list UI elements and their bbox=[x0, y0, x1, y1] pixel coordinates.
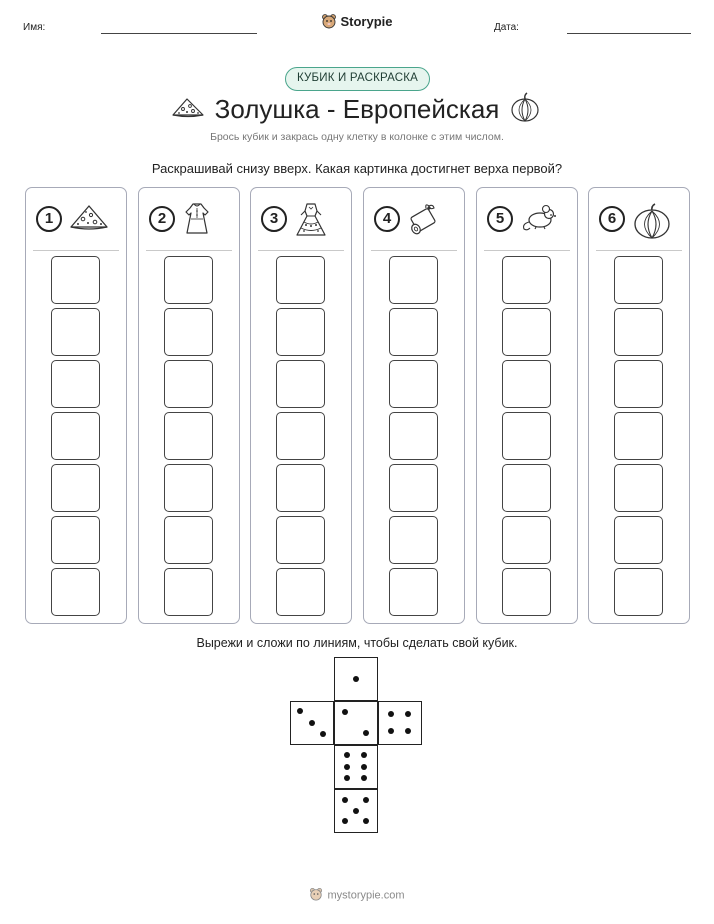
column-3 bbox=[250, 187, 352, 624]
dice-face-5 bbox=[334, 789, 378, 833]
coloring-cell[interactable] bbox=[389, 412, 438, 460]
storypie-logo-icon bbox=[309, 887, 323, 904]
die-number: 6 bbox=[599, 206, 625, 232]
coloring-cell[interactable] bbox=[614, 412, 663, 460]
ball-gown-icon bbox=[294, 202, 328, 243]
coloring-cell[interactable] bbox=[389, 568, 438, 616]
pumpkin-icon bbox=[509, 91, 541, 128]
coloring-cell[interactable] bbox=[389, 516, 438, 564]
dice-pip bbox=[388, 728, 394, 734]
column-divider bbox=[146, 250, 232, 251]
column-header bbox=[374, 202, 456, 238]
mouse-icon bbox=[520, 202, 560, 237]
coloring-cell[interactable] bbox=[164, 412, 213, 460]
coloring-cell[interactable] bbox=[51, 360, 100, 408]
storypie-logo-icon bbox=[321, 13, 337, 32]
footer bbox=[0, 887, 714, 904]
die-number: 3 bbox=[261, 206, 287, 232]
column-divider bbox=[33, 250, 119, 251]
name-field-line[interactable] bbox=[101, 33, 257, 34]
page-title: Золушка - Европейская bbox=[214, 94, 500, 124]
column-divider bbox=[596, 250, 682, 251]
dice-pip bbox=[353, 808, 359, 814]
coloring-cell[interactable] bbox=[276, 412, 325, 460]
die-number: 4 bbox=[374, 206, 400, 232]
dice-pip bbox=[342, 709, 348, 715]
coloring-cell[interactable] bbox=[164, 256, 213, 304]
coloring-cell[interactable] bbox=[276, 308, 325, 356]
die-number: 5 bbox=[487, 206, 513, 232]
dice-face-2 bbox=[334, 701, 378, 745]
coloring-cell[interactable] bbox=[51, 256, 100, 304]
coloring-cell[interactable] bbox=[614, 360, 663, 408]
dice-pip bbox=[344, 775, 350, 781]
dice-pip bbox=[344, 764, 350, 770]
dice-pip bbox=[388, 711, 394, 717]
title-row bbox=[0, 92, 714, 128]
coloring-cell[interactable] bbox=[389, 464, 438, 512]
dice-face-3 bbox=[290, 701, 334, 745]
dice-pip bbox=[405, 728, 411, 734]
coloring-cell[interactable] bbox=[164, 516, 213, 564]
dice-face-1 bbox=[334, 657, 378, 701]
column-2 bbox=[138, 187, 240, 624]
die-number: 2 bbox=[149, 206, 175, 232]
date-label: Дата: bbox=[494, 22, 519, 33]
dice-pip bbox=[363, 797, 369, 803]
coloring-cell[interactable] bbox=[164, 360, 213, 408]
coloring-cell[interactable] bbox=[51, 568, 100, 616]
coloring-cell[interactable] bbox=[389, 256, 438, 304]
dice-pip bbox=[405, 711, 411, 717]
coloring-cell[interactable] bbox=[51, 412, 100, 460]
dice-pip bbox=[297, 708, 303, 714]
coloring-cell[interactable] bbox=[614, 516, 663, 564]
coloring-cell[interactable] bbox=[502, 412, 551, 460]
die-number: 1 bbox=[36, 206, 62, 232]
coloring-cell[interactable] bbox=[502, 360, 551, 408]
dice-pip bbox=[353, 676, 359, 682]
dice-pip bbox=[309, 720, 315, 726]
coloring-cell[interactable] bbox=[389, 360, 438, 408]
coloring-cell[interactable] bbox=[276, 516, 325, 564]
brand bbox=[0, 13, 714, 32]
dice-pip bbox=[361, 752, 367, 758]
column-divider bbox=[258, 250, 344, 251]
subtitle: Брось кубик и закрась одну клетку в колонке с этим числом. bbox=[210, 131, 504, 143]
dress-icon bbox=[182, 202, 212, 241]
coloring-cell[interactable] bbox=[614, 256, 663, 304]
dice-pip bbox=[361, 764, 367, 770]
coloring-cell[interactable] bbox=[51, 308, 100, 356]
coloring-cell[interactable] bbox=[614, 568, 663, 616]
date-field-line[interactable] bbox=[567, 33, 691, 34]
dice-pip bbox=[320, 731, 326, 737]
dice-pip bbox=[342, 818, 348, 824]
coloring-cell[interactable] bbox=[276, 360, 325, 408]
dice-pip bbox=[361, 775, 367, 781]
coloring-cell[interactable] bbox=[614, 464, 663, 512]
footer-url[interactable]: mystorypie.com bbox=[327, 889, 405, 902]
coloring-cell[interactable] bbox=[502, 464, 551, 512]
coloring-cell[interactable] bbox=[164, 308, 213, 356]
dice-pip bbox=[363, 818, 369, 824]
coloring-cell[interactable] bbox=[51, 516, 100, 564]
coloring-cell[interactable] bbox=[276, 464, 325, 512]
column-divider bbox=[484, 250, 570, 251]
coloring-cell[interactable] bbox=[276, 256, 325, 304]
column-header bbox=[36, 202, 118, 238]
dice-pip bbox=[363, 730, 369, 736]
coloring-cell[interactable] bbox=[502, 308, 551, 356]
column-header bbox=[149, 202, 231, 238]
dice-face-4 bbox=[378, 701, 422, 745]
column-1 bbox=[25, 187, 127, 624]
coloring-cell[interactable] bbox=[614, 308, 663, 356]
column-header bbox=[599, 202, 681, 238]
name-label: Имя: bbox=[23, 22, 46, 33]
coloring-cell[interactable] bbox=[502, 568, 551, 616]
column-header bbox=[487, 202, 569, 238]
cut-instruction: Вырежи и сложи по линиям, чтобы сделать свой кубик. bbox=[196, 636, 518, 650]
coloring-cell[interactable] bbox=[276, 568, 325, 616]
pumpkin-icon bbox=[632, 202, 672, 245]
pizza-slice-icon bbox=[69, 202, 109, 237]
column-4 bbox=[363, 187, 465, 624]
scroll-icon bbox=[407, 202, 439, 241]
dice-pip bbox=[342, 797, 348, 803]
column-6 bbox=[588, 187, 690, 624]
coloring-cell[interactable] bbox=[502, 256, 551, 304]
coloring-cell[interactable] bbox=[51, 464, 100, 512]
column-header bbox=[261, 202, 343, 238]
coloring-cell[interactable] bbox=[164, 568, 213, 616]
brand-name: Storypie bbox=[340, 13, 393, 29]
coloring-cell[interactable] bbox=[389, 308, 438, 356]
coloring-cell[interactable] bbox=[164, 464, 213, 512]
dice-face-6 bbox=[334, 745, 378, 789]
dice-pip bbox=[344, 752, 350, 758]
instruction: Раскрашивай снизу вверх. Какая картинка достигнет верха первой? bbox=[151, 161, 563, 176]
column-divider bbox=[371, 250, 457, 251]
column-5 bbox=[476, 187, 578, 624]
activity-badge: КУБИК И РАСКРАСКА bbox=[285, 67, 430, 91]
coloring-cell[interactable] bbox=[502, 516, 551, 564]
